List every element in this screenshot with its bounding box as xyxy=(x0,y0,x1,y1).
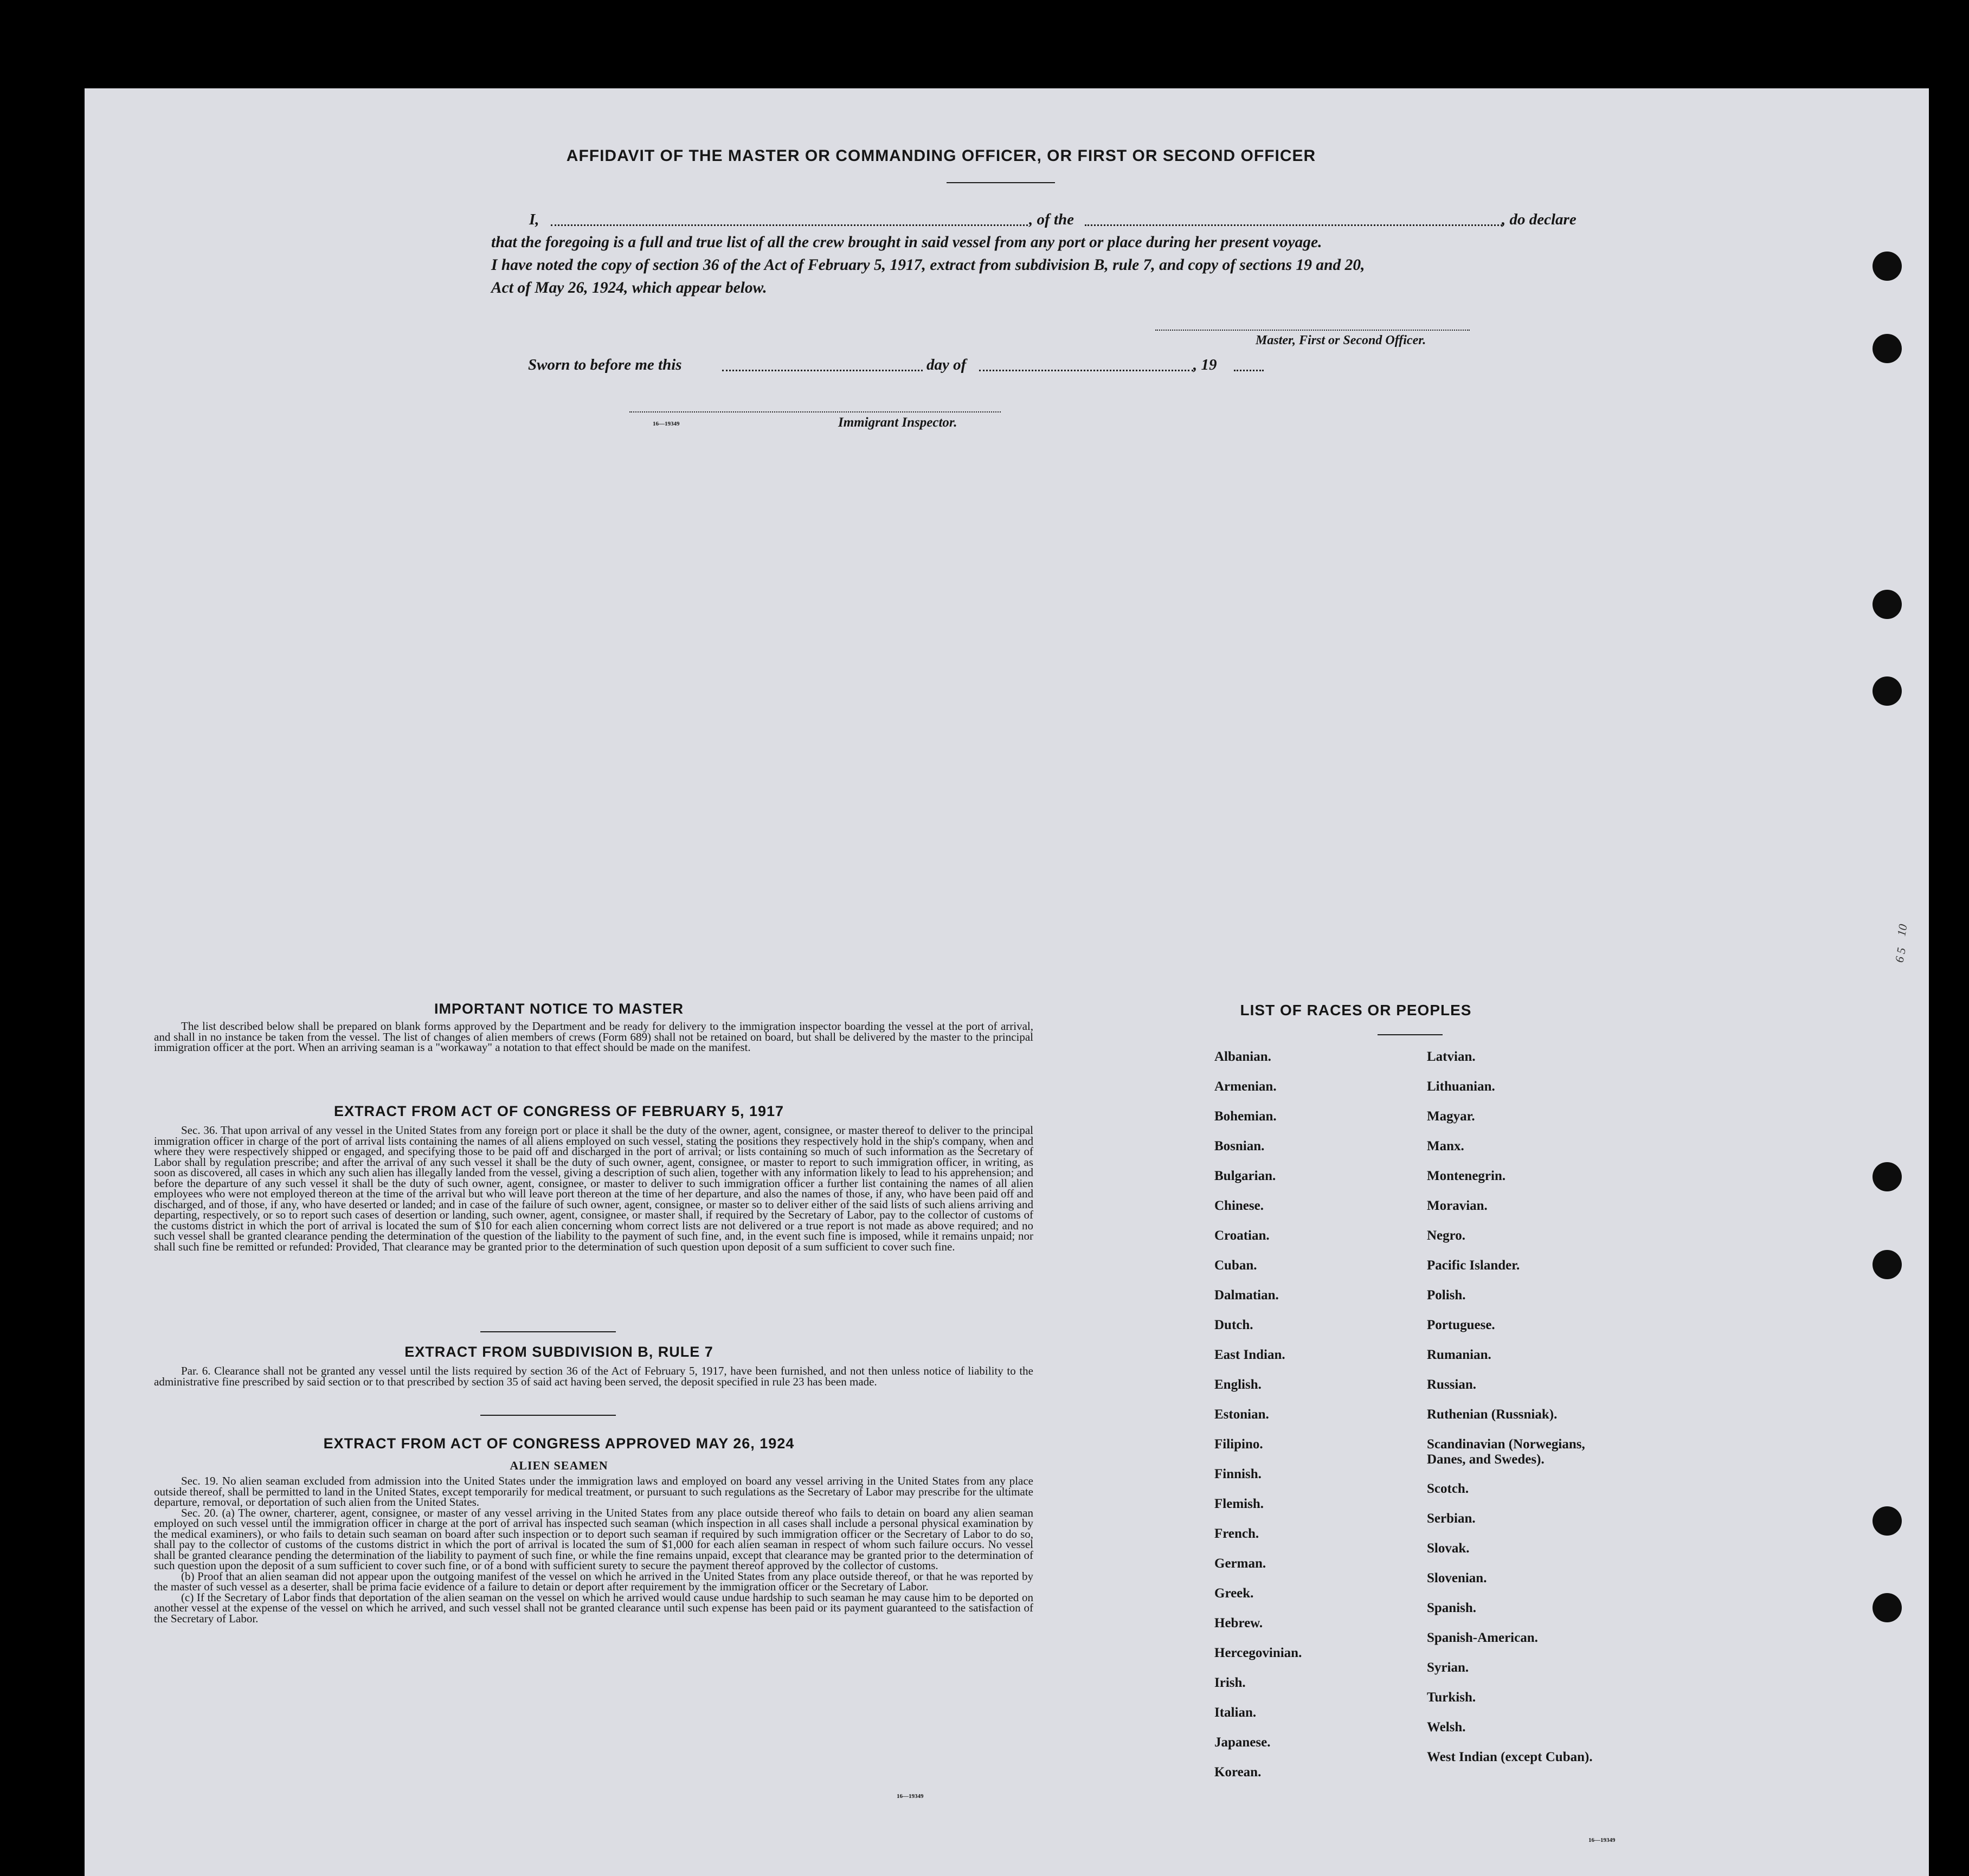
race-item: Dutch. xyxy=(1214,1318,1253,1332)
race-item: Korean. xyxy=(1214,1765,1262,1780)
race-item: Ruthenian (Russniak). xyxy=(1427,1407,1558,1422)
race-item: Manx. xyxy=(1427,1139,1464,1153)
race-item: Finnish. xyxy=(1214,1467,1262,1481)
race-item: Estonian. xyxy=(1214,1407,1269,1422)
binder-hole xyxy=(1873,1593,1902,1622)
sec-20b-text: (b) Proof that an alien seaman did not appear upon the outgoing manifest of the vessel on which he arrived in the United States from any place outside thereof, or that he was reported by the master of such vessel as a deserter, shall be prima facie evidence of a failure to detain or deport after requirement by the immigration officer or the Secretary of Labor. xyxy=(154,1569,1033,1593)
sworn-year-blank[interactable] xyxy=(1234,370,1264,371)
race-item: Moravian. xyxy=(1427,1198,1488,1213)
affidavit-line1-declare: , do declare xyxy=(1502,211,1577,228)
race-item: Bulgarian. xyxy=(1214,1169,1276,1183)
race-item: Russian. xyxy=(1427,1377,1477,1392)
alien-seamen-subtitle: ALIEN SEAMEN xyxy=(510,1459,608,1472)
sworn-day-blank[interactable] xyxy=(722,370,923,371)
name-blank[interactable] xyxy=(551,224,1028,226)
binder-hole xyxy=(1873,1250,1902,1279)
race-item: Hebrew. xyxy=(1214,1616,1263,1630)
vessel-blank[interactable] xyxy=(1085,224,1502,226)
race-item: Portuguese. xyxy=(1427,1318,1495,1332)
document-sheet xyxy=(85,88,1929,1876)
affidavit-line1-i: I, xyxy=(529,211,539,228)
races-form-number: 16—19349 xyxy=(1588,1837,1616,1843)
inspector-signature-label: Immigrant Inspector. xyxy=(838,415,957,430)
race-item: Turkish. xyxy=(1427,1690,1476,1705)
race-item: Croatian. xyxy=(1214,1228,1270,1243)
race-item: Irish. xyxy=(1214,1675,1246,1690)
extract-1924-title: EXTRACT FROM ACT OF CONGRESS APPROVED MAY 26, 1924 xyxy=(323,1435,795,1452)
sec-20c-text: (c) If the Secretary of Labor finds that deportation of the alien seaman on the vessel on which he arrived would cause undue hardship to such seaman he may cause him to be deported on another vessel at the expense of the vessel on which he arrived, and such vessel shall not be granted clearance until such expense has been paid or its payment guaranteed to the satisfaction of the Secretary of Labor. xyxy=(154,1590,1033,1625)
race-item: Cuban. xyxy=(1214,1258,1257,1273)
race-item: Scotch. xyxy=(1427,1481,1469,1496)
section-divider-1 xyxy=(480,1331,616,1332)
inspector-signature-line[interactable] xyxy=(629,411,1001,412)
notice-text: The list described below shall be prepared on blank forms approved by the Department and be ready for delivery to the immigration inspector boarding the vessel at the port of arrival, and shall in no instance be taken from the vessel. The list of changes of alien members of crews (Form 689) shall not be retained on board, but shall be delivered by the master to the principal immigration officer at the port. When an arriving seaman is a "workaway" a notation to that effect should be made on the manifest. xyxy=(154,1020,1033,1054)
binder-hole xyxy=(1873,676,1902,706)
race-item: Scandinavian (Norwegians, Danes, and Swedes). xyxy=(1427,1437,1585,1467)
race-item: Spanish. xyxy=(1427,1601,1477,1615)
title-underline xyxy=(947,182,1055,183)
race-item: Flemish. xyxy=(1214,1497,1264,1511)
affidavit-form-number: 16—19349 xyxy=(653,421,680,427)
race-item: Chinese. xyxy=(1214,1198,1264,1213)
affidavit-line2: that the foregoing is a full and true list of all the crew brought in said vessel from any port or place during her present voyage. xyxy=(491,234,1322,251)
race-item: Hercegovinian. xyxy=(1214,1646,1302,1660)
races-title-underline xyxy=(1378,1034,1443,1035)
race-item: Polish. xyxy=(1427,1288,1466,1303)
extract-1917-title: EXTRACT FROM ACT OF CONGRESS OF FEBRUARY 5, 1917 xyxy=(333,1103,784,1119)
race-item: Serbian. xyxy=(1427,1511,1476,1526)
race-item: Bohemian. xyxy=(1214,1109,1277,1124)
race-item: West Indian (except Cuban). xyxy=(1427,1750,1593,1764)
race-item: German. xyxy=(1214,1556,1266,1571)
race-item: East Indian. xyxy=(1214,1348,1285,1362)
subdivision-b-title: EXTRACT FROM SUBDIVISION B, RULE 7 xyxy=(404,1344,713,1360)
race-item: Rumanian. xyxy=(1427,1348,1491,1362)
race-item: English. xyxy=(1214,1377,1262,1392)
sec-19-text: Sec. 19. No alien seaman excluded from admission into the United States under the immigration laws and employed on board any vessel arriving in the United States from any place outside thereof, shall be permitted to land in the United States, except temporarily for medical treatment, or pursuant to such regulations as the Secretary of Labor may prescribe for the ultimate departure, removal, or deportation of such alien from the United States. xyxy=(154,1474,1033,1508)
race-item: Greek. xyxy=(1214,1586,1254,1601)
section-divider-2 xyxy=(480,1415,616,1416)
race-item: Armenian. xyxy=(1214,1079,1277,1094)
race-item: Pacific Islander. xyxy=(1427,1258,1520,1273)
affidavit-title: AFFIDAVIT OF THE MASTER OR COMMANDING OFFICER, OR FIRST OR SECOND OFFICER xyxy=(566,147,1316,165)
race-item: Slovak. xyxy=(1427,1541,1470,1556)
sworn-month-blank[interactable] xyxy=(979,370,1193,371)
subdivision-b-text: Par. 6. Clearance shall not be granted any vessel until the lists required by section 36 of the Act of February 5, 1917, have been furnished, and not then unless notice of liability to the administrative fine prescribed by said section or to that prescribed by section 35 of said act having been served, the deposit specified in rule 23 has been made. xyxy=(154,1364,1033,1388)
affidavit-line3: I have noted the copy of section 36 of the Act of February 5, 1917, extract from subdivision B, rule 7, and copy of sections 19 and 20, xyxy=(491,256,1365,274)
race-item: Negro. xyxy=(1427,1228,1466,1243)
binder-hole xyxy=(1873,334,1902,363)
master-signature-label: Master, First or Second Officer. xyxy=(1256,333,1426,347)
extract-1917-text: Sec. 36. That upon arrival of any vessel in the United States from any foreign port or place it shall be the duty of the owner, agent, consignee, or master thereof to deliver to the principal immigration officer in charge of the port of arrival lists containing the names of all aliens employed on such vessel, stating the positions they respectively hold in the ship's company, when and where they were respectively shipped or engaged, and specifying those to be paid off and discharged in the port of arrival; or lists containing so much of such information as the Secretary of Labor shall by regulation prescribe; and after the arrival of any such vessel it shall be the duty of such owner, agent, consignee, or master to report to such immigration officer, in writing, as soon as discovered, all cases in which any such alien has illegally landed from the vessel, giving a description of such alien, together with any information likely to lead to his apprehension; and before the departure of any such vessel it shall be the duty of such owner, agent, consignee, or master to deliver to such immigration officer a further list containing the names of all alien employees who were not employed thereon at the time of the arrival but who will leave port thereon at the time of her departure, and also the names of those, if any, who have been paid off and discharged, and of those, if any, who have deserted or landed; and in case of the failure of such owner, agent, consignee, or master so to deliver either of the said lists of such aliens arriving and departing, respectively, or so to report such cases of desertion or landing, such owner, agent, consignee, or master shall, if required by the Secretary of Labor, pay to the collector of customs of the customs district in which the port of arrival is located the sum of $10 for each alien concerning whom correct lists are not delivered or a true report is not made as above required; and no such vessel shall be granted clearance pending the determination of the question of the liability to the payment of such fine, and, in the event such fine is imposed, while it remains unpaid; nor shall such fine be remitted or refunded: Provided, That clearance may be granted prior to the determination of such question upon deposit of a sum sufficient to cover such fine. xyxy=(154,1124,1033,1253)
margin-handwritten-note: 10 xyxy=(1894,923,1910,937)
notice-title: IMPORTANT NOTICE TO MASTER xyxy=(434,1001,684,1017)
race-item: Spanish-American. xyxy=(1427,1630,1538,1645)
binder-hole xyxy=(1873,252,1902,281)
sec-20a-text: Sec. 20. (a) The owner, charterer, agent, consignee, or master of any vessel arriving in the United States from any place outside thereof who fails to detain on board any alien seaman employed on such vessel until the immigration officer in charge at the port of arrival has inspected such seaman (which inspection in all cases shall include a personal physical examination by the medical examiners), or who fails to detain such seaman on board after such inspection or to deport such seaman if required by such immigration officer or the Secretary of Labor to do so, shall pay to the collector of customs of the customs district in which the port of arrival is located the sum of $1,000 for each alien seaman in respect of whom such failure occurs. No vessel shall be granted clearance pending the determination of the liability to payment of such fine, or while the fine remains unpaid, except that clearance may be granted prior to the determination of such question upon the deposit of a sum sufficient to cover such fine, or of a bond with sufficient surety to secure the payment thereof approved by the collector of customs. xyxy=(154,1506,1033,1572)
race-item: Montenegrin. xyxy=(1427,1169,1506,1183)
extract-form-number: 16—19349 xyxy=(897,1793,924,1800)
race-item: Latvian. xyxy=(1427,1049,1476,1064)
race-item: Slovenian. xyxy=(1427,1571,1487,1585)
year-label: , 19 xyxy=(1193,356,1217,373)
day-of-label: day of xyxy=(926,356,967,373)
extract-1924-text xyxy=(154,1476,1033,1624)
binder-hole xyxy=(1873,1506,1902,1536)
race-item: Filipino. xyxy=(1214,1437,1263,1452)
race-item: Magyar. xyxy=(1427,1109,1475,1124)
affidavit-line1-of: , of the xyxy=(1029,211,1074,228)
race-item: Dalmatian. xyxy=(1214,1288,1279,1303)
race-item: Syrian. xyxy=(1427,1660,1469,1675)
sworn-label: Sworn to before me this xyxy=(528,356,682,373)
affidavit-line4: Act of May 26, 1924, which appear below. xyxy=(491,279,767,296)
race-item: Bosnian. xyxy=(1214,1139,1265,1153)
master-signature-line[interactable] xyxy=(1155,330,1470,331)
race-item: Lithuanian. xyxy=(1427,1079,1495,1094)
race-item: Japanese. xyxy=(1214,1735,1271,1750)
margin-handwritten-note: 6 5 xyxy=(1892,946,1908,964)
race-item: Italian. xyxy=(1214,1705,1257,1720)
race-item: Welsh. xyxy=(1427,1720,1466,1735)
race-item: Albanian. xyxy=(1214,1049,1271,1064)
binder-hole xyxy=(1873,1162,1902,1191)
race-item: French. xyxy=(1214,1526,1259,1541)
races-title: LIST OF RACES OR PEOPLES xyxy=(1240,1002,1472,1018)
binder-hole xyxy=(1873,590,1902,619)
